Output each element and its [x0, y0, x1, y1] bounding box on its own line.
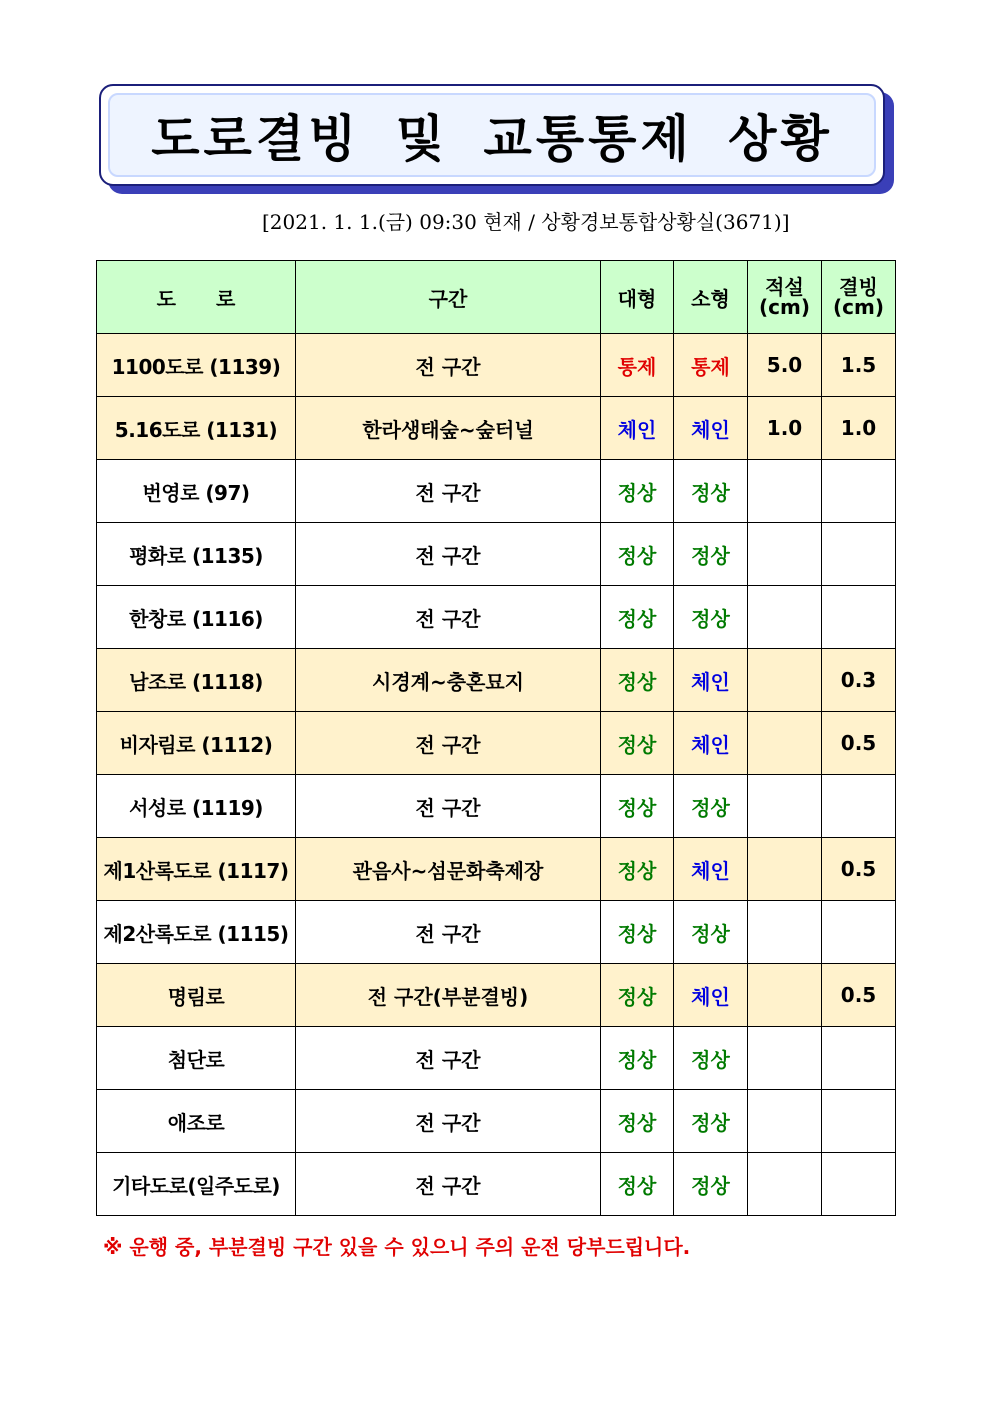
large-vehicle-status-cell: 정상 — [601, 523, 674, 586]
snow-depth-cell: 5.0 — [748, 334, 822, 397]
table-row — [97, 1153, 896, 1216]
table-row — [97, 334, 896, 397]
header-ice — [822, 261, 896, 334]
ice-depth-cell — [822, 523, 896, 586]
large-vehicle-status-cell: 정상 — [601, 838, 674, 901]
table-row — [97, 460, 896, 523]
snow-depth-cell — [748, 1027, 822, 1090]
road-name-cell: 명림로 — [97, 964, 296, 1027]
small-vehicle-status-cell: 정상 — [674, 523, 748, 586]
header-road: 도 로 — [97, 261, 296, 334]
large-vehicle-status-cell: 정상 — [601, 1153, 674, 1216]
snow-depth-cell — [748, 649, 822, 712]
ice-depth-cell: 0.3 — [822, 649, 896, 712]
small-vehicle-status-cell: 정상 — [674, 1153, 748, 1216]
section-cell: 전 구간 — [296, 523, 601, 586]
small-vehicle-status-cell: 체인 — [674, 838, 748, 901]
section-cell: 한라생태숲~숲터널 — [296, 397, 601, 460]
header-snow — [748, 261, 822, 334]
snow-depth-cell — [748, 964, 822, 1027]
road-name-cell: 1100도로 (1139) — [97, 334, 296, 397]
ice-depth-cell — [822, 1153, 896, 1216]
road-name-cell: 기타도로(일주도로) — [97, 1153, 296, 1216]
snow-depth-cell — [748, 586, 822, 649]
ice-depth-cell — [822, 460, 896, 523]
ice-depth-cell: 0.5 — [822, 964, 896, 1027]
table-row — [97, 397, 896, 460]
large-vehicle-status-cell: 정상 — [601, 964, 674, 1027]
snow-depth-cell — [748, 523, 822, 586]
small-vehicle-status-cell: 정상 — [674, 1090, 748, 1153]
section-cell: 전 구간 — [296, 712, 601, 775]
large-vehicle-status-cell: 체인 — [601, 397, 674, 460]
road-name-cell: 제2산록도로 (1115) — [97, 901, 296, 964]
snow-depth-cell — [748, 901, 822, 964]
section-cell: 전 구간 — [296, 586, 601, 649]
small-vehicle-status-cell: 정상 — [674, 586, 748, 649]
table-row — [97, 775, 896, 838]
header-large-vehicle: 대형 — [601, 261, 674, 334]
ice-depth-cell — [822, 901, 896, 964]
large-vehicle-status-cell: 정상 — [601, 901, 674, 964]
ice-depth-cell — [822, 1027, 896, 1090]
snow-depth-cell — [748, 1153, 822, 1216]
small-vehicle-status-cell: 정상 — [674, 1027, 748, 1090]
road-name-cell: 평화로 (1135) — [97, 523, 296, 586]
snow-depth-cell: 1.0 — [748, 397, 822, 460]
snow-depth-cell — [748, 838, 822, 901]
table-row — [97, 712, 896, 775]
table-row — [97, 523, 896, 586]
small-vehicle-status-cell: 체인 — [674, 964, 748, 1027]
page-title: 도로결빙 및 교통통제 상황 — [151, 110, 833, 168]
snow-depth-cell — [748, 775, 822, 838]
section-cell: 관음사~섬문화축제장 — [296, 838, 601, 901]
small-vehicle-status-cell: 정상 — [674, 775, 748, 838]
large-vehicle-status-cell: 정상 — [601, 460, 674, 523]
road-name-cell: 제1산록도로 (1117) — [97, 838, 296, 901]
section-cell: 전 구간 — [296, 901, 601, 964]
small-vehicle-status-cell: 체인 — [674, 397, 748, 460]
table-header-row — [97, 261, 896, 334]
report-timestamp: [2021. 1. 1.(금) 09:30 현재 / 상황경보통합상황실(3671)] — [262, 210, 790, 234]
road-name-cell: 번영로 (97) — [97, 460, 296, 523]
header-ice-unit: (cm) — [833, 295, 884, 319]
ice-depth-cell: 1.0 — [822, 397, 896, 460]
ice-depth-cell — [822, 586, 896, 649]
small-vehicle-status-cell: 정상 — [674, 460, 748, 523]
table-row — [97, 649, 896, 712]
header-small-vehicle: 소형 — [674, 261, 748, 334]
section-cell: 전 구간 — [296, 775, 601, 838]
snow-depth-cell — [748, 712, 822, 775]
large-vehicle-status-cell: 정상 — [601, 712, 674, 775]
title-banner — [99, 84, 885, 186]
large-vehicle-status-cell: 통제 — [601, 334, 674, 397]
section-cell: 전 구간 — [296, 1153, 601, 1216]
snow-depth-cell — [748, 460, 822, 523]
section-cell: 전 구간 — [296, 334, 601, 397]
table-row — [97, 586, 896, 649]
large-vehicle-status-cell: 정상 — [601, 1027, 674, 1090]
table-row — [97, 838, 896, 901]
ice-depth-cell: 1.5 — [822, 334, 896, 397]
road-name-cell: 애조로 — [97, 1090, 296, 1153]
large-vehicle-status-cell: 정상 — [601, 1090, 674, 1153]
title-banner-inner — [108, 93, 876, 177]
table-row — [97, 1027, 896, 1090]
road-name-cell: 첨단로 — [97, 1027, 296, 1090]
small-vehicle-status-cell: 체인 — [674, 712, 748, 775]
section-cell: 전 구간(부분결빙) — [296, 964, 601, 1027]
snow-depth-cell — [748, 1090, 822, 1153]
header-ice-label: 결빙 — [839, 275, 878, 299]
road-name-cell: 남조로 (1118) — [97, 649, 296, 712]
header-section: 구간 — [296, 261, 601, 334]
large-vehicle-status-cell: 정상 — [601, 775, 674, 838]
ice-depth-cell — [822, 1090, 896, 1153]
section-cell: 시경계~충혼묘지 — [296, 649, 601, 712]
small-vehicle-status-cell: 통제 — [674, 334, 748, 397]
header-snow-unit: (cm) — [759, 295, 810, 319]
road-name-cell: 서성로 (1119) — [97, 775, 296, 838]
road-name-cell: 비자림로 (1112) — [97, 712, 296, 775]
ice-depth-cell: 0.5 — [822, 712, 896, 775]
large-vehicle-status-cell: 정상 — [601, 649, 674, 712]
road-status-table — [96, 260, 896, 1216]
section-cell: 전 구간 — [296, 1090, 601, 1153]
road-name-cell: 한창로 (1116) — [97, 586, 296, 649]
table-row — [97, 1090, 896, 1153]
section-cell: 전 구간 — [296, 1027, 601, 1090]
table-row — [97, 901, 896, 964]
header-snow-label: 적설 — [765, 275, 804, 299]
ice-depth-cell: 0.5 — [822, 838, 896, 901]
ice-depth-cell — [822, 775, 896, 838]
section-cell: 전 구간 — [296, 460, 601, 523]
small-vehicle-status-cell: 정상 — [674, 901, 748, 964]
table-row — [97, 964, 896, 1027]
road-name-cell: 5.16도로 (1131) — [97, 397, 296, 460]
caution-note: ※ 운행 중, 부분결빙 구간 있을 수 있으니 주의 운전 당부드립니다. — [103, 1235, 691, 1259]
large-vehicle-status-cell: 정상 — [601, 586, 674, 649]
small-vehicle-status-cell: 체인 — [674, 649, 748, 712]
